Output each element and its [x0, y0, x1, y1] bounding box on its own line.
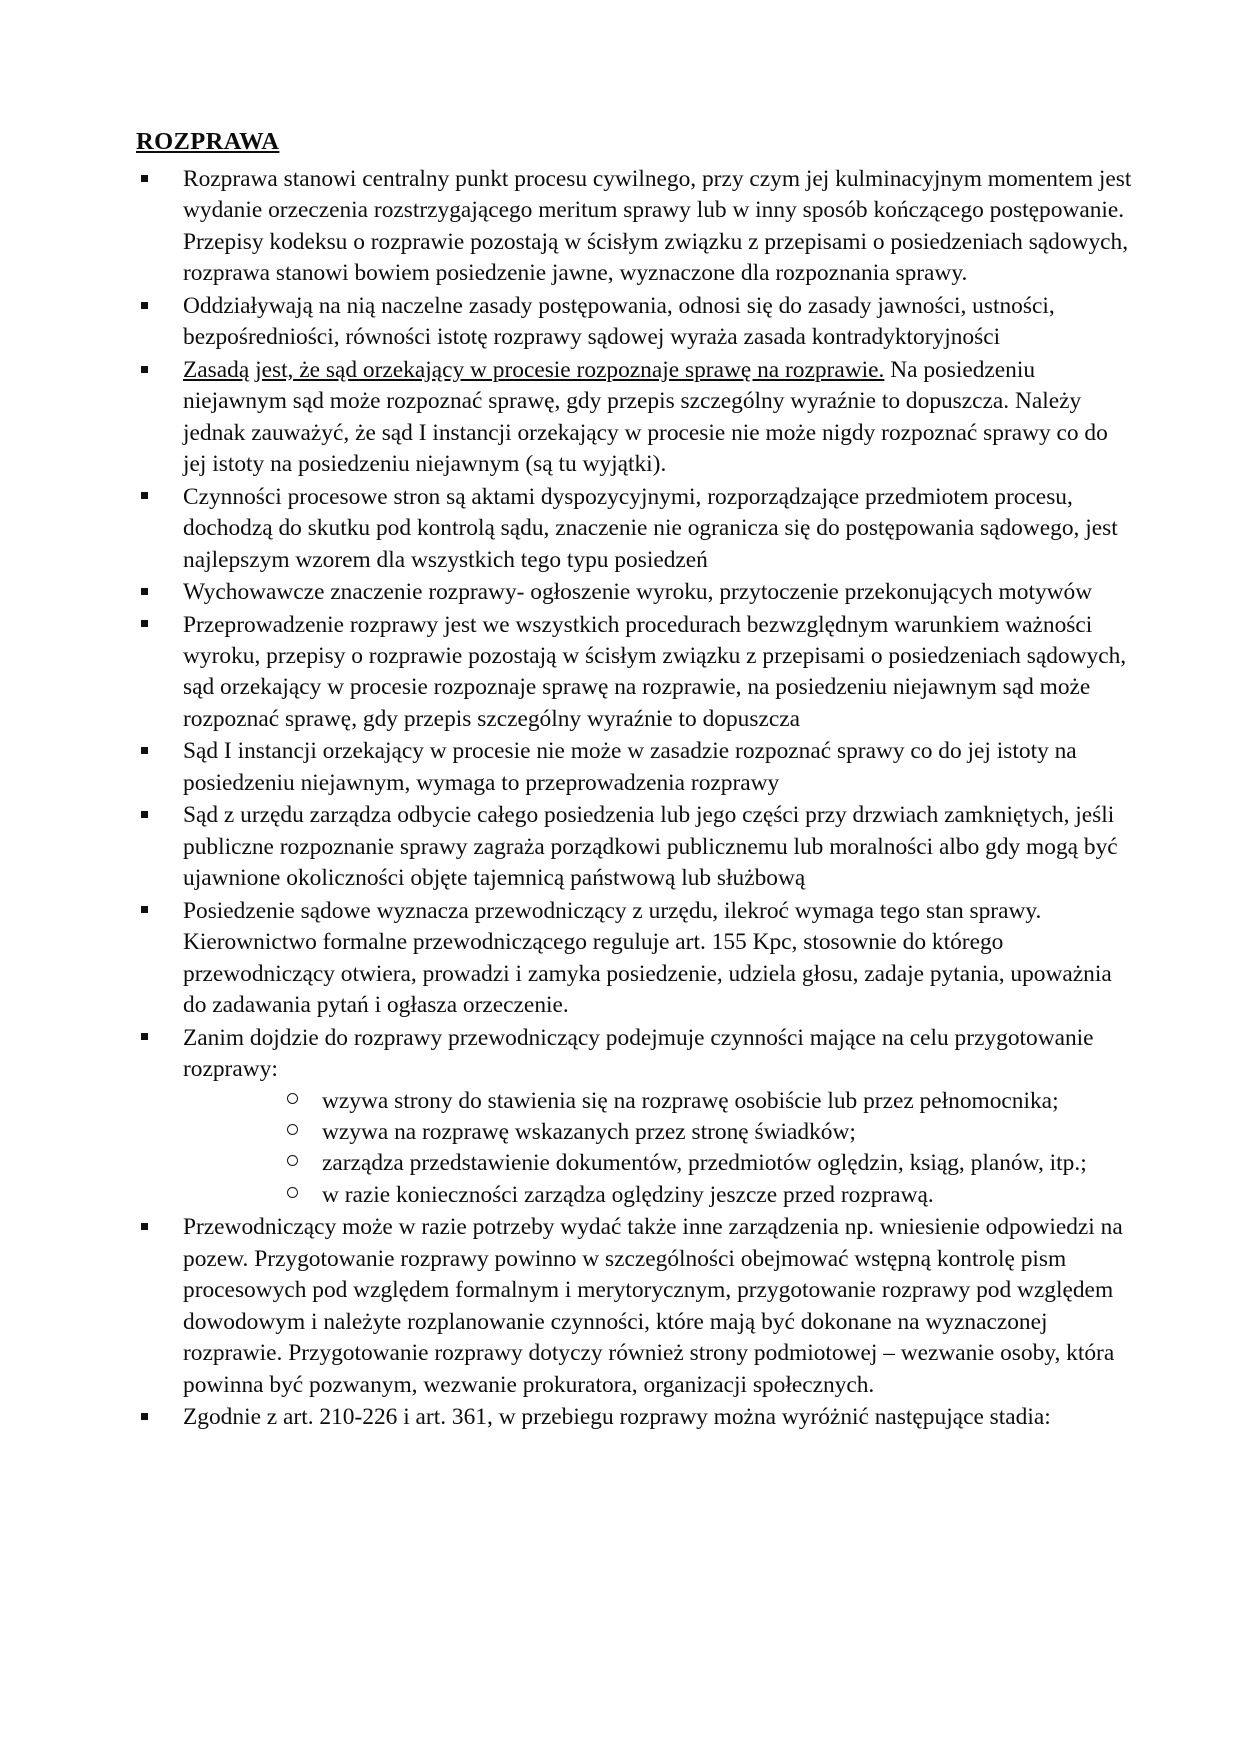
page-title: ROZPRAWA	[136, 128, 280, 155]
underlined-phrase: Zasadą jest, że sąd orzekający w procesie rozpoznaje sprawę na rozprawie.	[183, 356, 885, 383]
sub-list-item	[183, 1086, 1136, 1117]
list-item	[136, 164, 1136, 290]
list-item	[136, 896, 1136, 1022]
list-item-text: Sąd I instancji orzekający w procesie nie może w zasadzie rozpoznać sprawy co do jej istoty na posiedzeniu niejawnym, wymaga to przeprowadzenia rozprawy	[183, 738, 1077, 796]
list-item	[136, 577, 1136, 608]
square-bullet-icon	[141, 1223, 148, 1230]
circle-bullet-icon	[287, 1124, 298, 1135]
list-item	[136, 355, 1136, 481]
sub-list-item	[183, 1148, 1136, 1179]
square-bullet-icon	[141, 1413, 148, 1420]
sub-list-item-text: zarządza przedstawienie dokumentów, przedmiotów oględzin, ksiąg, planów, itp.;	[322, 1150, 1087, 1177]
list-item-text	[183, 355, 1136, 481]
list-item	[136, 1212, 1136, 1401]
list-item-text: Zgodnie z art. 210-226 i art. 361, w przebiegu rozprawy można wyróżnić następujące stadia:	[183, 1404, 1051, 1431]
list-item	[136, 1402, 1136, 1433]
sub-list-item-text: wzywa na rozprawę wskazanych przez stronę świadków;	[322, 1119, 856, 1145]
list-item-text: Oddziaływają na nią naczelne zasady postępowania, odnosi się do zasady jawności, ustności, bezpośredniości, równości istotę rozprawy sądowej wyraża zasada kontradyktoryjności	[183, 292, 1055, 351]
list-item-text: Sąd z urzędu zarządza odbycie całego posiedzenia lub jego części przy drzwiach zamkniętych, jeśli publiczne rozpoznanie sprawy zagraża porządkowi publicznemu lub moralności albo gdy mogą być ujawnione okoliczności objęte tajemnicą państwową lub służbową	[183, 802, 1118, 892]
circle-bullet-icon	[287, 1187, 298, 1198]
list-item-text: Zanim dojdzie do rozprawy przewodniczący podejmuje czynności mające na celu przygotowanie rozprawy:	[183, 1024, 1094, 1083]
sub-list-item	[183, 1117, 1136, 1148]
list-item	[136, 482, 1136, 576]
square-bullet-icon	[141, 492, 148, 499]
list-item-text: Przewodniczący może w razie potrzeby wydać także inne zarządzenia np. wniesienie odpowiedzi na pozew. Przygotowanie rozprawy powinno w szczególności obejmować wstępną kontrolę pism procesowych pod względem formalnym i merytorycznym, przygotowanie rozprawy pod względem dowodowym i należyte rozplanowanie czynności, które mają być dokonane na wyznaczonej rozprawie. Przygotowanie rozprawy dotyczy również strony podmiotowej – wezwanie osoby, która powinna być pozwanym, wezwanie prokuratora, organizacji społecznych.	[183, 1214, 1123, 1398]
circle-bullet-icon	[287, 1093, 298, 1104]
list-item	[136, 291, 1136, 354]
square-bullet-icon	[141, 747, 148, 754]
title-row	[136, 126, 1136, 162]
sub-list-item-text: wzywa strony do stawienia się na rozprawę osobiście lub przez pełnomocnika;	[322, 1087, 1059, 1114]
list-item-text: Posiedzenie sądowe wyznacza przewodniczący z urzędu, ilekroć wymaga tego stan sprawy. Kierownictwo formalne przewodniczącego reguluje art. 155 Kpc, stosownie do którego przewodniczący otwiera, prowadzi i zamyka posiedzenie, udziela głosu, zadaje pytania, upoważnia do zadawania pytań i ogłasza orzeczenie.	[183, 897, 1112, 1019]
list-item-text: Wychowawcze znaczenie rozprawy- ogłoszenie wyroku, przytoczenie przekonujących motywów	[183, 579, 1093, 606]
square-bullet-icon	[141, 811, 148, 818]
list-item	[136, 610, 1136, 736]
document-body	[136, 126, 1136, 1435]
sub-list-item-text: w razie konieczności zarządza oględziny jeszcze przed rozprawą.	[322, 1181, 934, 1208]
square-bullet-icon	[141, 906, 148, 913]
square-bullet-icon	[141, 620, 148, 627]
square-bullet-icon	[141, 366, 148, 373]
sub-bullet-list	[183, 1086, 1136, 1212]
sub-list-item	[183, 1180, 1136, 1211]
square-bullet-icon	[141, 175, 148, 182]
list-item	[136, 800, 1136, 894]
square-bullet-icon	[141, 588, 148, 595]
list-item	[136, 736, 1136, 799]
list-item	[136, 1023, 1136, 1212]
main-bullet-list	[136, 164, 1136, 1434]
square-bullet-icon	[141, 1033, 148, 1040]
list-item-text: Przeprowadzenie rozprawy jest we wszystkich procedurach bezwzględnym warunkiem ważności wyroku, przepisy o rozprawie pozostają w ścisłym związku z przepisami o posiedzeniach sądowych, sąd orzekający w procesie rozpoznaje sprawę na rozprawie, na posiedzeniu niejawnym sąd może rozpoznać sprawę, gdy przepis szczególny wyraźnie to dopuszcza	[183, 611, 1127, 732]
circle-bullet-icon	[287, 1155, 298, 1166]
square-bullet-icon	[141, 302, 148, 309]
list-item-text-rest: Na posiedzeniu niejawnym sąd może rozpoznać sprawę, gdy przepis szczególny wyraźnie to dopuszcza. Należy jednak zauważyć, że sąd I instancji orzekający w procesie nie może nigdy rozpoznać sprawy co do jej istoty na posiedzeniu niejawnym (są tu wyjątki).	[183, 356, 1108, 478]
list-item-text: Rozprawa stanowi centralny punkt procesu cywilnego, przy czym jej kulminacyjnym momentem jest wydanie orzeczenia rozstrzygającego meritum sprawy lub w inny sposób kończącego postępowanie. Przepisy kodeksu o rozprawie pozostają w ścisłym związku z przepisami o posiedzeniach sądowych, rozprawa stanowi bowiem posiedzenie jawne, wyznaczone dla rozpoznania sprawy.	[183, 165, 1132, 287]
list-item-text: Czynności procesowe stron są aktami dyspozycyjnymi, rozporządzające przedmiotem procesu, dochodzą do skutku pod kontrolą sądu, znaczenie nie ogranicza się do postępowania sądowego, jest najlepszym wzorem dla wszystkich tego typu posiedzeń	[183, 483, 1118, 573]
